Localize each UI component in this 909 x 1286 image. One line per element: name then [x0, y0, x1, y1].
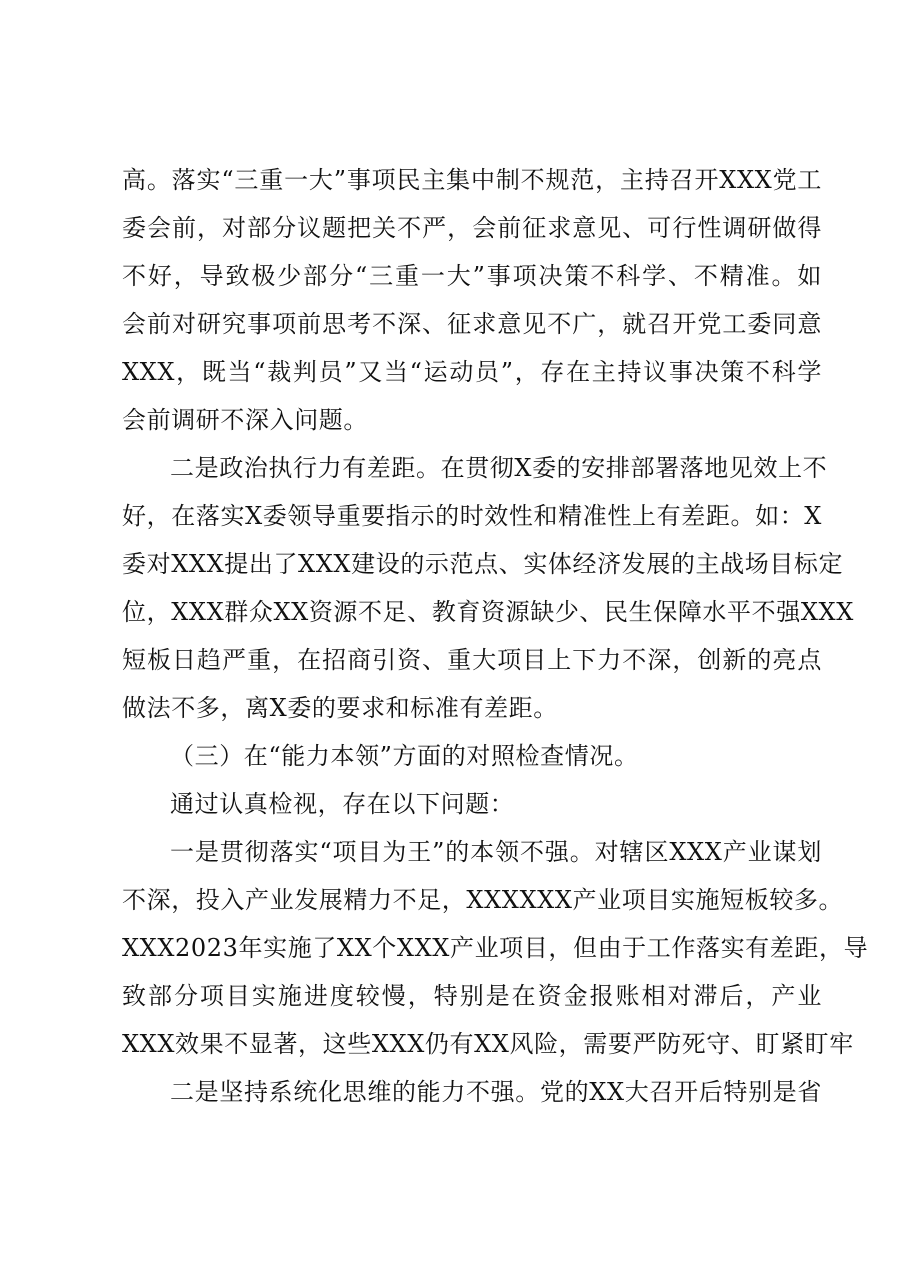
text-line-17: XXX2023年实施了XX个XXX产业项目，但由于工作落实有差距，导 — [122, 934, 869, 962]
text-line-11: 短板日趋严重，在招商引资、重大项目上下力不深，创新的亮点 — [122, 646, 822, 674]
text-line-18: 致部分项目实施进度较慢，特别是在资金报账相对滞后，产业 — [122, 982, 822, 1010]
text-line-5: XXX，既当“裁判员”又当“运动员”，存在主持议事决策不科学 — [122, 358, 822, 386]
text-line-4: 会前对研究事项前思考不深、征求意见不广，就召开党工委同意 — [122, 310, 822, 338]
text-line-10: 位，XXX群众XX资源不足、教育资源缺少、民生保障水平不强XXX — [122, 598, 854, 626]
section-heading: （三）在“能力本领”方面的对照检查情况。 — [170, 742, 639, 770]
text-line-6: 会前调研不深入问题。 — [122, 406, 368, 434]
text-line-2: 委会前，对部分议题把关不严，会前征求意见、可行性调研做得 — [122, 214, 822, 242]
text-line-9: 委对XXX提出了XXX建设的示范点、实体经济发展的主战场目标定 — [122, 550, 844, 578]
text-line-16: 不深，投入产业发展精力不足，XXXXXX产业项目实施短板较多。 — [122, 886, 844, 914]
text-line-19: XXX效果不显著，这些XXX仍有XX风险，需要严防死守、盯紧盯牢 — [122, 1030, 854, 1058]
text-line-15: 一是贯彻落实“项目为王”的本领不强。对辖区XXX产业谋划 — [170, 838, 822, 866]
text-line-7: 二是政治执行力有差距。在贯彻X委的安排部署落地见效上不 — [170, 454, 828, 482]
text-line-20: 二是坚持系统化思维的能力不强。党的XX大召开后特别是省 — [170, 1078, 822, 1106]
text-line-3: 不好，导致极少部分“三重一大”事项决策不科学、不精准。如 — [122, 262, 822, 290]
text-line-1: 高。落实“三重一大”事项民主集中制不规范，主持召开XXX党工 — [122, 166, 822, 194]
text-line-12: 做法不多，离X委的要求和标准有差距。 — [122, 694, 558, 722]
text-line-8: 好，在落实X委领导重要指示的时效性和精准性上有差距。如：X — [122, 502, 822, 530]
text-line-14: 通过认真检视，存在以下问题： — [170, 790, 515, 818]
document-body — [122, 156, 869, 1116]
